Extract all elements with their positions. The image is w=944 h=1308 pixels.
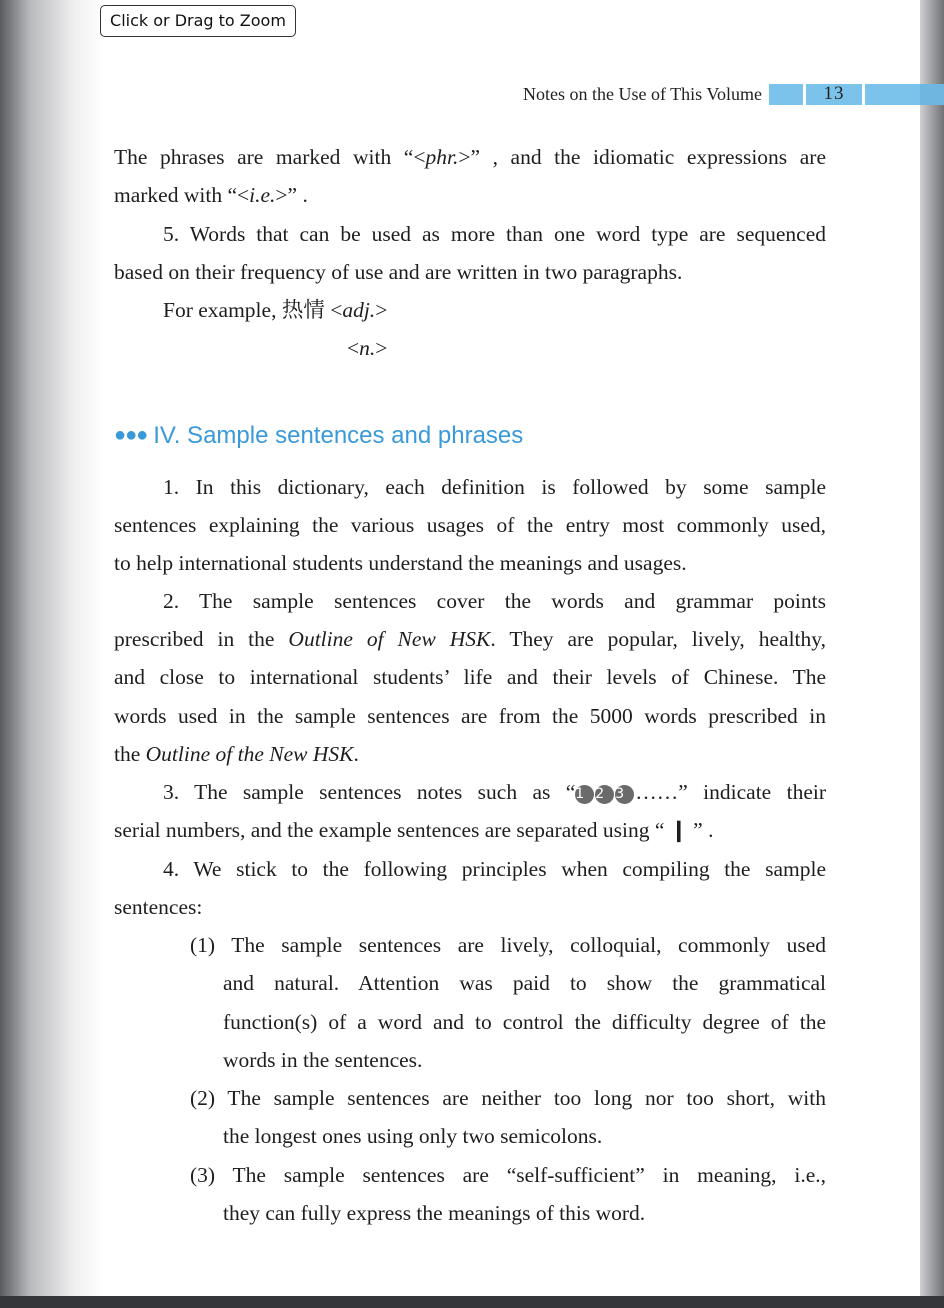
example-line: For example, 热情 <adj.> xyxy=(163,298,388,322)
text-line: 5. Words that can be used as more than one word type are sequenced xyxy=(163,222,826,246)
text-line: they can fully express the meanings of this word. xyxy=(223,1201,646,1225)
bullet-dots-icon: ●●● xyxy=(114,424,148,446)
text-line: to help international students understand the meanings and usages. xyxy=(114,551,687,575)
text-line: 2. The sample sentences cover the words and grammar points xyxy=(163,589,826,613)
text-line: words used in the sample sentences are from the 5000 words prescribed in xyxy=(114,704,826,728)
text-line: 4. We stick to the following principles when compiling the sample xyxy=(163,857,826,881)
section-heading: ●●● IV. Sample sentences and phrases xyxy=(114,422,524,449)
circled-number-icon: 1 xyxy=(575,785,594,804)
text-line: words in the sentences. xyxy=(223,1048,423,1072)
text-line: marked with “<i.e.>” . xyxy=(114,183,308,207)
text-line: function(s) of a word and to control the difficulty degree of the xyxy=(223,1010,826,1034)
text-line: the Outline of the New HSK. xyxy=(114,742,359,766)
text-line: (1) The sample sentences are lively, colloquial, commonly used xyxy=(190,933,826,957)
viewer-bottom-bar xyxy=(0,1296,944,1308)
running-header-title: Notes on the Use of This Volume xyxy=(523,84,762,104)
example-line: <n.> xyxy=(347,336,388,360)
text-line: and natural. Attention was paid to show the grammatical xyxy=(223,971,826,995)
text-line: serial numbers, and the example sentences are separated using “ ❙ ” . xyxy=(114,818,714,842)
circled-number-icon: 3 xyxy=(615,785,634,804)
text-line: (3) The sample sentences are “self-sufficient” in meaning, i.e., xyxy=(190,1163,826,1187)
circled-number-icon: 2 xyxy=(595,785,614,804)
text-line: prescribed in the Outline of New HSK. They are popular, lively, healthy, xyxy=(114,627,826,651)
text-line: and close to international students’ life and their levels of Chinese. The xyxy=(114,665,826,689)
text-line: The phrases are marked with “<phr.>” , and the idiomatic expressions are xyxy=(114,145,826,169)
text-line: 1. In this dictionary, each definition is followed by some sample xyxy=(163,475,826,499)
text-line: 3. The sample sentences notes such as “1 2 3 ……” indicate their xyxy=(163,780,826,804)
text-line: (2) The sample sentences are neither too long nor too short, with xyxy=(190,1086,826,1110)
header-bar-tail xyxy=(920,84,944,105)
text-line: sentences: xyxy=(114,895,203,919)
zoom-button[interactable]: Click or Drag to Zoom xyxy=(100,5,296,37)
page-number: 13 xyxy=(823,83,845,104)
text-line: the longest ones using only two semicolons. xyxy=(223,1124,603,1148)
page-edge xyxy=(920,0,944,1300)
text-line: sentences explaining the various usages of the entry most commonly used, xyxy=(114,513,826,537)
text-line: based on their frequency of use and are written in two paragraphs. xyxy=(114,260,683,284)
